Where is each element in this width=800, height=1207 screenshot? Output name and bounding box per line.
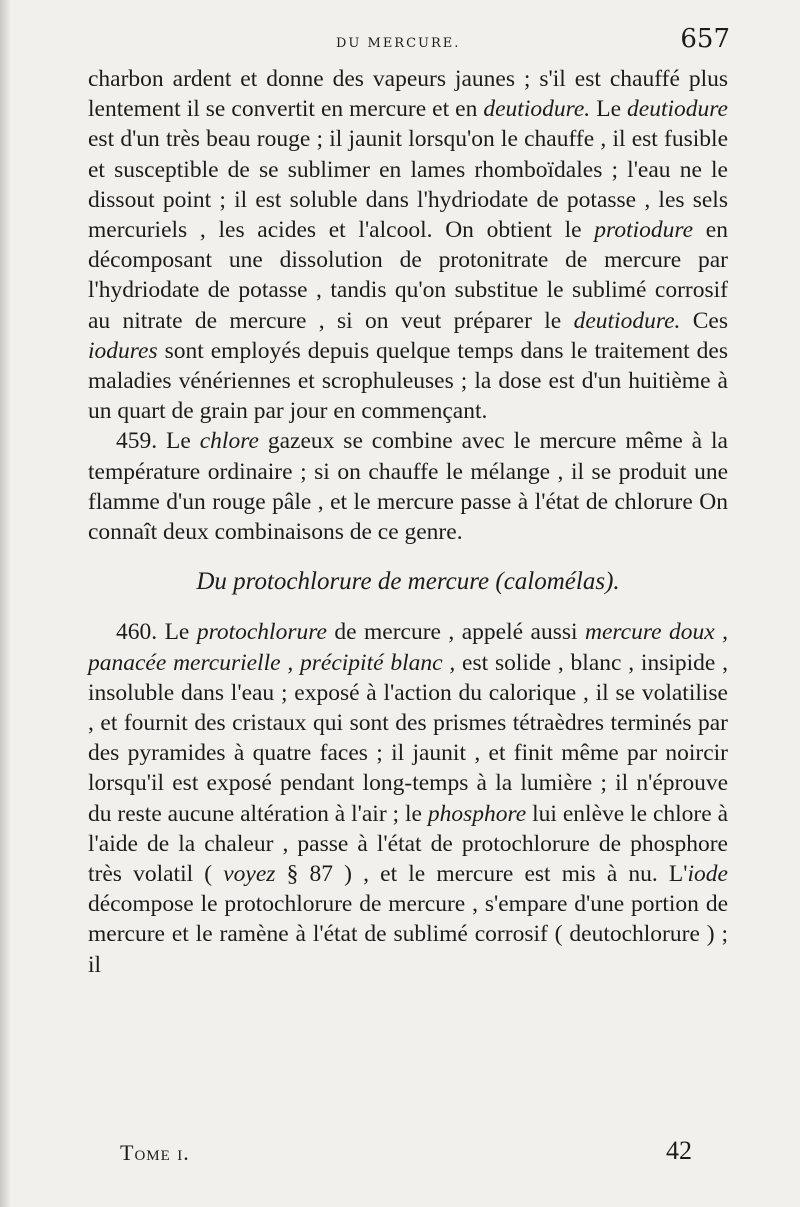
paragraph-459-chlore: 459. Le chlore gazeux se combine avec le mercure même à la température ordinaire ; si on chauffe le mélange , il se produit une flamme d'un rouge pâle , et le mercure passe à l'état de chlorure On connaît deux combinaisons de ce genre.	[88, 428, 728, 546]
running-head: DU MERCURE.	[336, 36, 461, 51]
paragraph-460-protochlorure: 460. Le protochlorure de mercure , appelé aussi mercure doux , panacée mercurielle , précipité blanc , est solide , blanc , insipide , insoluble dans l'eau ; exposé à l'action du calorique , il se volatilise , et fournit des cristaux qui sont des prismes tétraèdres terminés par des pyramides à quatre faces ; il jaunit , et finit même par noircir lorsqu'il est exposé pendant long-temps à la lumière ; il n'éprouve du reste aucune altération à l'air ; le phosphore lui enlève le chlore à l'aide de la chaleur , passe à l'état de protochlorure de phosphore très volatil ( voyez § 87 ) , et le mercure est mis à nu. L'iode décompose le protochlorure de mercure , s'empare d'une portion de mercure et le ramène à l'état de sublimé corrosif ( deutochlorure ) ; il	[88, 619, 729, 978]
page-footer	[100, 1136, 730, 1172]
page-number: 657	[680, 24, 730, 54]
signature-mark: Tome i.	[120, 1140, 190, 1165]
section-heading: Du protochlorure de mercure (calomélas).	[196, 568, 620, 596]
sheet-number: 42	[666, 1136, 692, 1165]
page-body	[88, 64, 728, 980]
page-header	[86, 24, 730, 64]
page-binding-edge	[0, 0, 10, 1207]
paragraph-iodures: charbon ardent et donne des vapeurs jaunes ; s'il est chauffé plus lentement il se convertit en mercure et en deutiodure. Le deutiodure est d'un très beau rouge ; il jaunit lorsqu'on le chauffe , il est fusible et susceptible de se sublimer en lames rhomboïdales ; l'eau ne le dissout point ; il est soluble dans l'hydriodate de potasse , les sels mercuriels , les acides et l'alcool. On obtient le protiodure en décomposant une dissolution de protonitrate de mercure par l'hydriodate de potasse , tandis qu'on substitue le sublimé corrosif au nitrate de mercure , si on veut préparer le deutiodure. Ces iodures sont employés depuis quelque temps dans le traitement des maladies vénériennes et scrophuleuses ; la dose est d'un huitième à un quart de grain par jour en commençant.	[88, 66, 729, 425]
